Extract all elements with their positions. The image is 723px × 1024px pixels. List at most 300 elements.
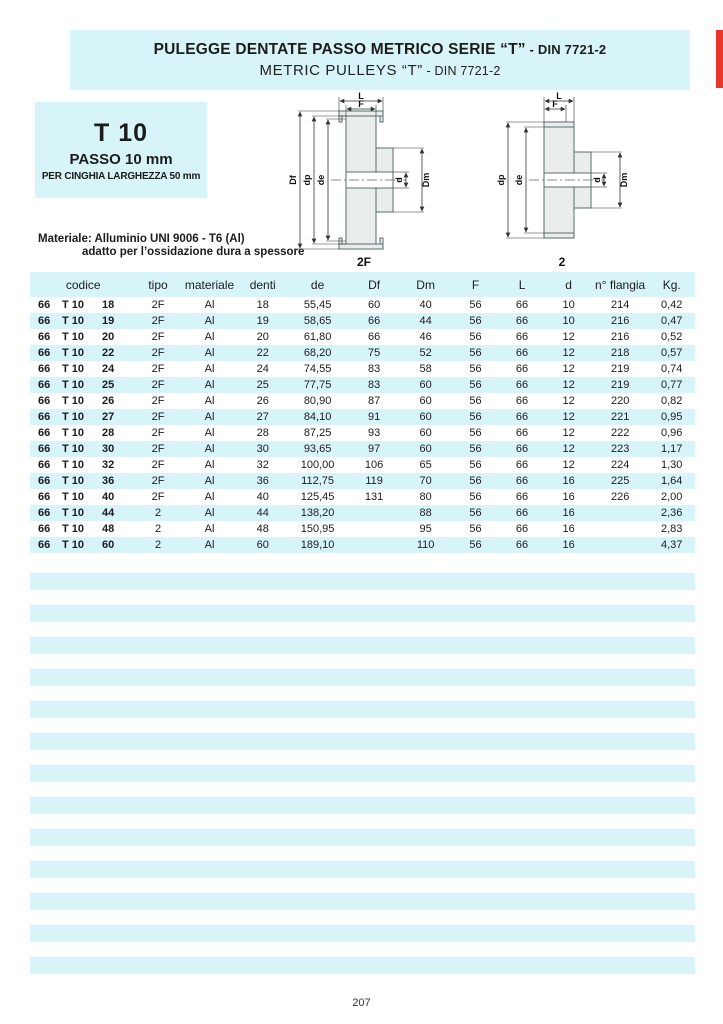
empty-stripe-rows (30, 573, 695, 989)
spec-cell: 12 (562, 459, 575, 471)
code-part: 27 (102, 411, 115, 423)
spec-cell: 10 (562, 299, 575, 311)
code-part: 66 (38, 315, 51, 327)
series-name: T 10 (93, 118, 149, 147)
spec-cell: 0,82 (660, 395, 683, 407)
spec-cell: 226 (610, 491, 630, 503)
spec-cell: 1,64 (648, 473, 695, 489)
spec-cell: 2 (136, 505, 179, 521)
code-cell (30, 473, 136, 489)
spec-cell: 56 (469, 491, 482, 503)
code-part: T 10 (62, 411, 85, 423)
spec-cell: 12 (545, 377, 592, 393)
code-part: 22 (102, 347, 115, 359)
code-part: 66 (38, 411, 51, 423)
dim-label-d: d (394, 177, 404, 183)
code-cell (30, 377, 136, 393)
column-header-d: d (545, 272, 592, 297)
code-part: 66 (38, 347, 51, 359)
code-part: 36 (102, 475, 115, 487)
code-cell (30, 537, 136, 553)
spec-cell: 2,00 (660, 491, 683, 503)
spec-cell: Al (204, 491, 215, 503)
code-part: T 10 (62, 491, 85, 503)
spec-cell (349, 537, 399, 553)
spec-cell: 66 (499, 377, 546, 393)
spec-cell: 48 (256, 523, 269, 535)
spec-cell: 95 (419, 523, 432, 535)
spec-cell (592, 521, 649, 537)
dim-label-F: F (358, 99, 364, 109)
table-row (30, 425, 695, 441)
spec-cell: Al (180, 537, 240, 553)
spec-cell: 56 (469, 331, 482, 343)
spec-cell: 60 (399, 441, 452, 457)
code-part: 26 (102, 395, 115, 407)
spec-cell (592, 537, 649, 553)
column-header-denti: denti (239, 272, 286, 297)
code-part: 60 (102, 539, 115, 551)
spec-cell: Al (204, 299, 215, 311)
spec-cell: 110 (399, 537, 452, 553)
code-part: 25 (102, 379, 115, 391)
spec-cell: 91 (349, 409, 399, 425)
spec-cell (349, 505, 399, 521)
spec-cell: Al (180, 441, 240, 457)
title-italian-main: PULEGGE DENTATE PASSO METRICO SERIE “T” (153, 41, 526, 58)
spec-cell: 25 (239, 377, 286, 393)
spec-cell: Al (204, 331, 215, 343)
spec-cell: 2F (136, 377, 179, 393)
code-cell (30, 521, 136, 537)
spec-cell: 214 (610, 299, 630, 311)
dim-label-L: L (556, 92, 562, 101)
code-part: 66 (38, 491, 51, 503)
code-part: T 10 (62, 363, 85, 375)
spec-cell: 58,65 (286, 313, 349, 329)
title-english-main: METRIC PULLEYS “T” (259, 62, 423, 79)
code-part: 66 (38, 523, 51, 535)
code-part: T 10 (62, 299, 85, 311)
spec-cell: 66 (515, 491, 529, 503)
spec-cell: 125,45 (300, 491, 335, 503)
material-line1: Materiale: Alluminio UNI 9006 - T6 (Al) (38, 233, 245, 245)
spec-cell: 0,42 (660, 299, 683, 311)
spec-cell: 93 (367, 427, 381, 439)
code-part: 44 (102, 507, 115, 519)
spec-cell: 2F (136, 473, 179, 489)
spec-cell: 22 (239, 345, 286, 361)
spec-cell: 2F (151, 459, 165, 471)
code-part: 20 (102, 331, 115, 343)
spec-cell: 68,20 (286, 345, 349, 361)
column-header-materiale: materiale (180, 272, 240, 297)
spec-cell: 20 (256, 331, 269, 343)
spec-cell: 12 (562, 363, 575, 375)
spec-cell: 2,36 (648, 505, 695, 521)
spec-cell: 66 (499, 345, 546, 361)
spec-cell: Al (180, 377, 240, 393)
table-row (30, 489, 695, 505)
code-cell (30, 505, 136, 521)
table-row (30, 409, 695, 425)
spec-cell: 66 (515, 363, 529, 375)
column-header-Df: Df (349, 272, 399, 297)
spec-cell: 65 (419, 459, 432, 471)
spec-cell: 56 (452, 537, 499, 553)
spec-cell: 83 (367, 363, 381, 375)
code-part: 48 (102, 523, 115, 535)
column-header-kg: Kg. (648, 272, 695, 297)
spec-cell: 56 (469, 395, 482, 407)
code-part: 19 (102, 315, 115, 327)
code-cell (30, 297, 136, 313)
spec-cell: 0,57 (648, 345, 695, 361)
column-header-de: de (286, 272, 349, 297)
column-header-Dm: Dm (399, 272, 452, 297)
spec-cell: 2F (136, 313, 179, 329)
spec-cell: 119 (349, 473, 399, 489)
code-part: 30 (102, 443, 115, 455)
code-part: 40 (102, 491, 115, 503)
spec-cell: Al (180, 473, 240, 489)
spec-cell: 93,65 (286, 441, 349, 457)
code-part: T 10 (62, 395, 85, 407)
column-header-codice: codice (30, 272, 136, 297)
table-row (30, 473, 695, 489)
spec-cell: 2F (136, 409, 179, 425)
spec-cell: 216 (610, 331, 630, 343)
code-part: T 10 (62, 379, 85, 391)
code-cell (30, 425, 136, 441)
spec-cell: 221 (592, 409, 649, 425)
empty-row-stripe (30, 669, 695, 686)
spec-cell: 66 (515, 331, 529, 343)
column-header-tipo: tipo (136, 272, 179, 297)
spec-cell: 189,10 (286, 537, 349, 553)
code-part: 24 (102, 363, 115, 375)
spec-cell: 12 (562, 395, 575, 407)
code-cell (30, 489, 136, 505)
dim-label-Df: Df (288, 175, 298, 185)
code-cell (30, 361, 136, 377)
empty-row-stripe (30, 861, 695, 878)
code-cell (30, 393, 136, 409)
code-part: 66 (38, 395, 51, 407)
spec-cell: 0,77 (648, 377, 695, 393)
spec-cell: 220 (610, 395, 630, 407)
table-row (30, 441, 695, 457)
spec-cell: 16 (562, 491, 575, 503)
spec-cell: 12 (562, 331, 575, 343)
spec-cell: 40 (419, 299, 432, 311)
spec-cell: 56 (452, 345, 499, 361)
code-part: 32 (102, 459, 115, 471)
spec-cell: 66 (499, 505, 546, 521)
spec-cell: 2F (151, 299, 165, 311)
spec-cell: 60 (399, 409, 452, 425)
spec-cell: 28 (256, 427, 269, 439)
spec-cell: 80,90 (303, 395, 332, 407)
code-part: 66 (38, 363, 51, 375)
spec-cell: 1,17 (648, 441, 695, 457)
spec-cell: 32 (256, 459, 269, 471)
spec-cell: 87 (367, 395, 381, 407)
spec-cell: 56 (452, 313, 499, 329)
spec-cell: 16 (562, 523, 575, 535)
spec-cell: 60 (419, 395, 432, 407)
spec-cell: 56 (452, 505, 499, 521)
spec-cell: 2 (136, 537, 179, 553)
spec-cell: 56 (469, 427, 482, 439)
spec-cell: 77,75 (286, 377, 349, 393)
code-cell (30, 409, 136, 425)
spec-cell: 225 (592, 473, 649, 489)
spec-cell: 0,95 (648, 409, 695, 425)
spec-cell: 219 (592, 377, 649, 393)
series-belt-width: PER CINGHIA LARGHEZZA 50 mm (41, 170, 201, 182)
code-part: T 10 (62, 331, 85, 343)
spec-cell: 12 (545, 409, 592, 425)
spec-cell: 75 (349, 345, 399, 361)
material-line2: adatto per l’ossidazione dura a spessore (82, 246, 305, 258)
spec-cell: 87,25 (303, 427, 332, 439)
spec-cell: 19 (239, 313, 286, 329)
spec-cell: 66 (499, 473, 546, 489)
code-part: T 10 (62, 507, 85, 519)
code-part: 66 (38, 443, 51, 455)
table-row (30, 313, 695, 329)
pulley-section-2f (339, 111, 393, 249)
code-cell (30, 457, 136, 473)
spec-cell: 46 (419, 331, 432, 343)
spec-cell: 218 (592, 345, 649, 361)
spec-cell: 2F (136, 345, 179, 361)
table-row (30, 505, 695, 521)
spec-cell: 1,30 (660, 459, 683, 471)
code-cell (30, 313, 136, 329)
spec-cell: 222 (610, 427, 630, 439)
code-part: 66 (38, 299, 51, 311)
diagram-caption-2: 2 (558, 255, 566, 269)
table-row (30, 345, 695, 361)
column-header-L: L (499, 272, 546, 297)
empty-row-stripe (30, 605, 695, 622)
empty-row-stripe (30, 765, 695, 782)
empty-row-stripe (30, 893, 695, 910)
spec-cell: 12 (545, 441, 592, 457)
spec-cell: 56 (452, 473, 499, 489)
spec-cell: 56 (452, 377, 499, 393)
code-part: 66 (38, 539, 51, 551)
spec-cell: 66 (349, 313, 399, 329)
spec-cell: 0,47 (648, 313, 695, 329)
spec-cell: 131 (364, 491, 384, 503)
spec-cell: 138,20 (286, 505, 349, 521)
code-part: T 10 (62, 443, 85, 455)
spec-cell: 84,10 (286, 409, 349, 425)
empty-row-stripe (30, 701, 695, 718)
spec-cell: Al (204, 395, 215, 407)
code-part: 28 (102, 427, 115, 439)
spec-cell: Al (180, 505, 240, 521)
spec-cell: 60 (419, 427, 432, 439)
spec-cell: 2F (151, 395, 165, 407)
code-part: 66 (38, 427, 51, 439)
spec-cell: 60 (239, 537, 286, 553)
page-header-band (70, 30, 690, 90)
spec-cell: 112,75 (286, 473, 349, 489)
spec-cell: 150,95 (300, 523, 335, 535)
table-row (30, 521, 695, 537)
spec-cell: 24 (256, 363, 269, 375)
spec-cell: 2F (151, 491, 165, 503)
code-part: 66 (38, 475, 51, 487)
spec-cell: 40 (256, 491, 269, 503)
spec-cell: 2,83 (660, 523, 683, 535)
spec-cell: 66 (515, 299, 529, 311)
spec-cell: 58 (419, 363, 432, 375)
spec-cell: Al (204, 363, 215, 375)
dim-label-dp: dp (302, 174, 312, 186)
pulley-spec-table (30, 272, 695, 553)
empty-row-stripe (30, 573, 695, 590)
spec-cell: 83 (349, 377, 399, 393)
dim-label-d: d (592, 177, 602, 183)
spec-cell: 223 (592, 441, 649, 457)
spec-cell: 66 (367, 331, 381, 343)
spec-cell: 60 (367, 299, 381, 311)
spec-cell (349, 521, 399, 537)
empty-row-stripe (30, 733, 695, 750)
spec-cell: 2F (151, 331, 165, 343)
spec-cell: 66 (515, 427, 529, 439)
spec-cell: 16 (545, 473, 592, 489)
spec-cell: 56 (469, 459, 482, 471)
diagram-caption-2f: 2F (356, 255, 372, 269)
code-part: T 10 (62, 475, 85, 487)
spec-cell: 55,45 (303, 299, 332, 311)
spec-cell: 56 (452, 409, 499, 425)
table-row (30, 297, 695, 313)
code-part: T 10 (62, 459, 85, 471)
code-part: T 10 (62, 523, 85, 535)
spec-cell: 10 (545, 313, 592, 329)
spec-cell: 16 (545, 537, 592, 553)
series-info-box (35, 102, 207, 198)
table-header-row (30, 272, 695, 297)
empty-row-stripe (30, 637, 695, 654)
spec-cell: 26 (256, 395, 269, 407)
code-part: 66 (38, 459, 51, 471)
spec-cell: 66 (499, 313, 546, 329)
dim-label-de: de (316, 174, 326, 186)
spec-cell: 0,52 (660, 331, 683, 343)
spec-cell: Al (204, 459, 215, 471)
code-cell (30, 441, 136, 457)
spec-cell: 66 (515, 523, 529, 535)
spec-cell: 66 (499, 409, 546, 425)
dim-label-F: F (552, 99, 558, 109)
spec-cell: 70 (399, 473, 452, 489)
spec-cell: 100,00 (300, 459, 335, 471)
spec-cell: 56 (469, 363, 482, 375)
spec-cell: 224 (610, 459, 630, 471)
spec-cell: 2F (136, 441, 179, 457)
table-row (30, 393, 695, 409)
code-part: 66 (38, 379, 51, 391)
spec-cell: 66 (499, 537, 546, 553)
spec-cell: 30 (239, 441, 286, 457)
table-row (30, 537, 695, 553)
spec-cell: 12 (562, 427, 575, 439)
spec-cell: 74,55 (303, 363, 332, 375)
spec-cell: 2 (154, 523, 162, 535)
table-row (30, 361, 695, 377)
page-edge-tab (716, 30, 723, 88)
spec-cell: 216 (592, 313, 649, 329)
spec-cell: 56 (469, 523, 482, 535)
code-part: T 10 (62, 347, 85, 359)
spec-cell: 0,74 (660, 363, 683, 375)
code-part: 18 (102, 299, 115, 311)
spec-cell: 66 (515, 459, 529, 471)
spec-cell: 66 (515, 395, 529, 407)
spec-cell: Al (180, 345, 240, 361)
code-part: 66 (38, 507, 51, 519)
spec-cell: 44 (399, 313, 452, 329)
page-number: 207 (352, 997, 371, 1009)
spec-cell: 56 (452, 441, 499, 457)
dim-label-Dm: Dm (421, 172, 431, 188)
code-part: T 10 (62, 427, 85, 439)
spec-cell: 0,96 (660, 427, 683, 439)
code-part: T 10 (62, 539, 85, 551)
dim-label-de: de (514, 174, 524, 186)
series-pitch: PASSO 10 mm (69, 150, 173, 168)
spec-cell: 18 (256, 299, 269, 311)
code-part: 66 (38, 331, 51, 343)
code-cell (30, 345, 136, 361)
dim-label-L: L (358, 92, 364, 101)
dim-label-Dm: Dm (619, 172, 629, 188)
spec-cell: Al (180, 313, 240, 329)
table-row (30, 457, 695, 473)
material-note (38, 233, 304, 259)
title-italian (154, 41, 607, 59)
spec-cell: 97 (349, 441, 399, 457)
spec-cell: Al (204, 427, 215, 439)
table-row (30, 329, 695, 345)
empty-row-stripe (30, 957, 695, 974)
spec-cell: 66 (499, 441, 546, 457)
spec-cell: 61,80 (303, 331, 332, 343)
code-part: T 10 (62, 315, 85, 327)
spec-cell: 80 (419, 491, 432, 503)
code-cell (30, 329, 136, 345)
title-italian-din: - DIN 7721-2 (525, 42, 607, 57)
spec-cell (592, 505, 649, 521)
spec-cell: 36 (239, 473, 286, 489)
pulley-diagram-2 (474, 92, 666, 270)
spec-cell: Al (204, 523, 215, 535)
spec-cell: 4,37 (648, 537, 695, 553)
spec-cell: 56 (469, 299, 482, 311)
spec-cell: Al (180, 409, 240, 425)
column-header-flangia: n° flangia (592, 272, 649, 297)
empty-row-stripe (30, 829, 695, 846)
spec-cell: 12 (545, 345, 592, 361)
